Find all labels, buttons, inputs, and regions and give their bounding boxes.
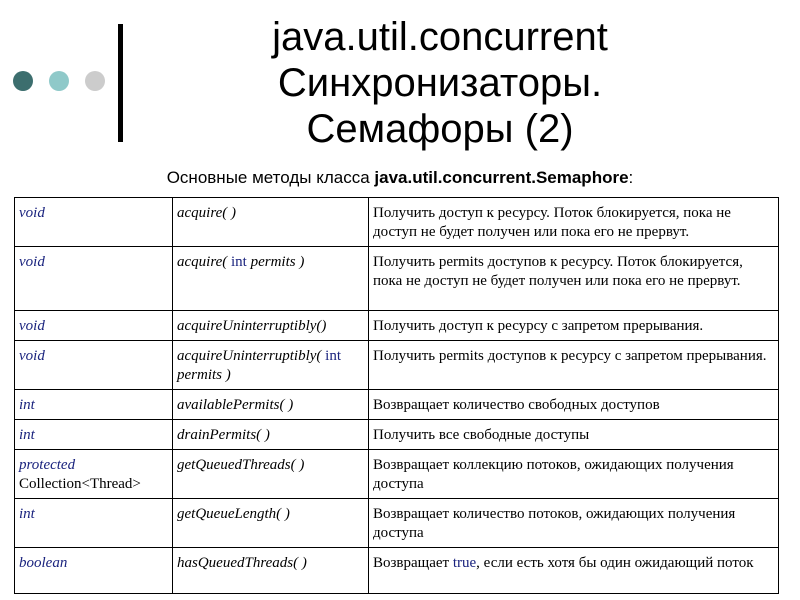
return-type: [15, 450, 173, 499]
method-description: Возвращает коллекцию потоков, ожидающих получения доступа: [369, 450, 779, 499]
subtitle-class-name: java.util.concurrent.Semaphore: [374, 168, 629, 187]
title-line-3: Семафоры (2): [306, 107, 574, 151]
title-line-1: java.util.concurrent: [272, 15, 608, 59]
method-name: [173, 247, 369, 311]
return-type: boolean: [15, 548, 173, 594]
param-type-keyword: int: [231, 254, 247, 270]
method-description: Получить permits доступов к ресурсу с запретом прерывания.: [369, 341, 779, 390]
return-type-modifier: protected: [19, 457, 76, 473]
method-description: Возвращает количество потоков, ожидающих получения доступа: [369, 499, 779, 548]
desc-prefix: Возвращает: [373, 555, 453, 571]
method-name: drainPermits( ): [173, 420, 369, 450]
dot-light: [49, 71, 69, 91]
method-name: acquireUninterruptibly(): [173, 311, 369, 341]
table-row: [15, 198, 779, 247]
method-name-part: acquireUninterruptibly(: [177, 348, 326, 364]
table-row: [15, 247, 779, 311]
method-name: availablePermits( ): [173, 390, 369, 420]
return-type: int: [15, 390, 173, 420]
subtitle: [0, 168, 800, 188]
method-description: Получить доступ к ресурсу с запретом прерывания.: [369, 311, 779, 341]
true-keyword: true: [452, 555, 477, 571]
return-type: int: [15, 499, 173, 548]
table-row: [15, 499, 779, 548]
title-divider: [118, 24, 123, 142]
title-line-2: Синхронизаторы.: [277, 61, 603, 105]
method-name-tail: permits ): [177, 367, 231, 383]
method-description: Получить permits доступов к ресурсу. Поток блокируется, пока не доступ не будет получен или пока его не прервут.: [369, 247, 779, 311]
table-row: [15, 311, 779, 341]
methods-table: [14, 197, 779, 594]
method-description: Получить доступ к ресурсу. Поток блокируется, пока не доступ не будет получен или пока его не прервут.: [369, 198, 779, 247]
return-type: void: [15, 341, 173, 390]
desc-tail: , если есть хотя бы один ожидающий поток: [476, 555, 754, 571]
dot-gray: [85, 71, 105, 91]
return-type: int: [15, 420, 173, 450]
dot-dark: [13, 71, 33, 91]
subtitle-suffix: :: [628, 168, 634, 187]
method-name-part: acquire(: [177, 254, 232, 270]
method-description: Получить все свободные доступы: [369, 420, 779, 450]
method-description: Возвращает количество свободных доступов: [369, 390, 779, 420]
decorative-dots: [13, 71, 105, 91]
method-name-tail: permits ): [246, 254, 305, 270]
return-type-class: Collection<Thread>: [19, 476, 141, 492]
return-type: void: [15, 247, 173, 311]
param-type-keyword: int: [325, 348, 342, 364]
method-name: getQueuedThreads( ): [173, 450, 369, 499]
table-row: [15, 420, 779, 450]
table-row: [15, 390, 779, 420]
slide-title: [140, 14, 740, 152]
subtitle-prefix: Основные методы класса: [166, 168, 370, 187]
return-type: void: [15, 198, 173, 247]
method-description: [369, 548, 779, 594]
method-name: [173, 341, 369, 390]
table-row: [15, 548, 779, 594]
method-name: getQueueLength( ): [173, 499, 369, 548]
method-name: acquire( ): [173, 198, 369, 247]
method-name: hasQueuedThreads( ): [173, 548, 369, 594]
return-type: void: [15, 311, 173, 341]
table-row: [15, 450, 779, 499]
table-row: [15, 341, 779, 390]
